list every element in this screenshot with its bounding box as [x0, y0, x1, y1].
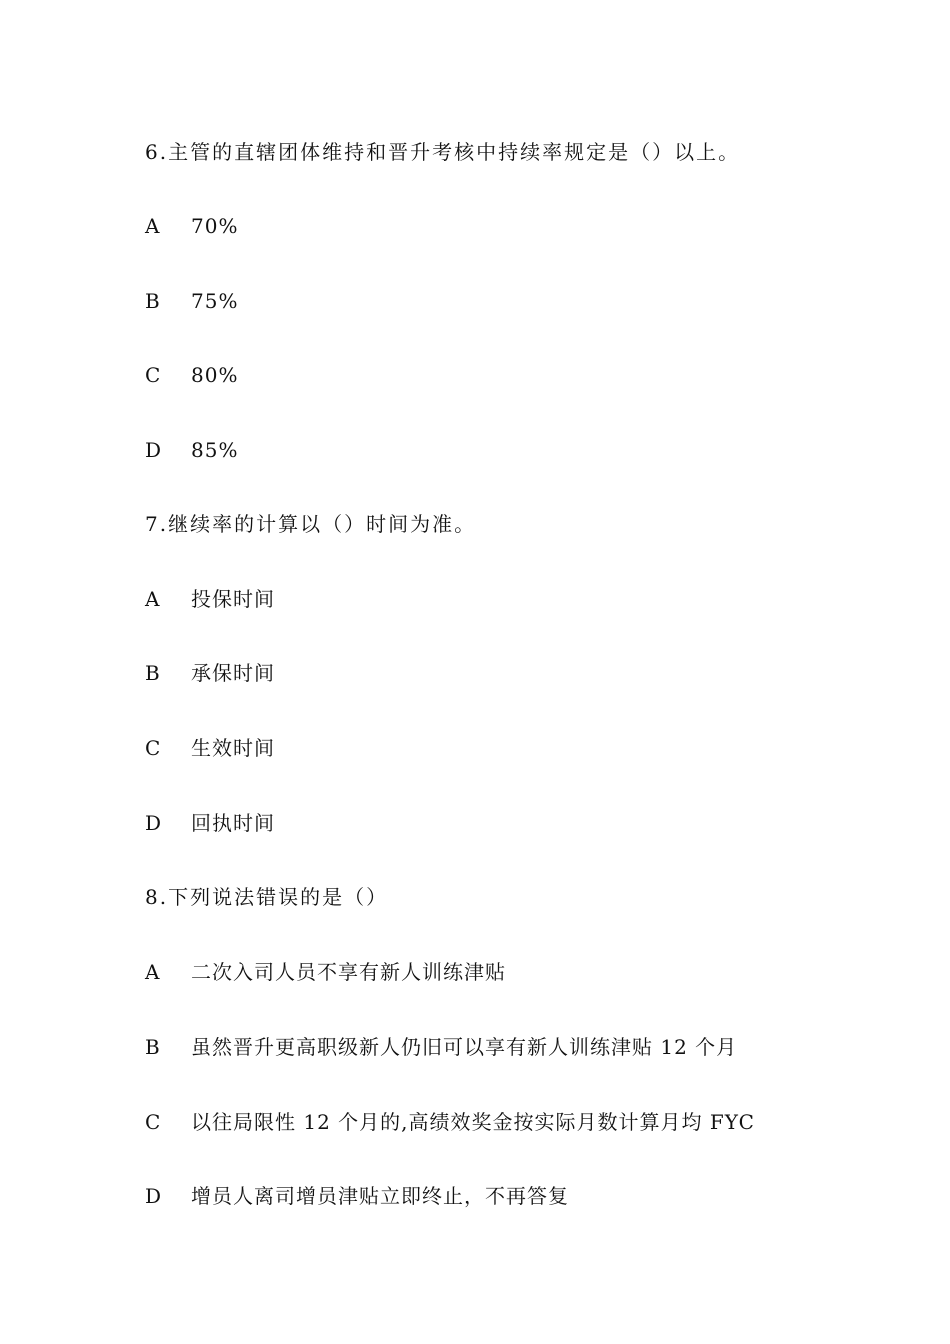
option-text: 生效时间	[191, 736, 275, 760]
option-letter: D	[145, 1184, 163, 1208]
question-8-stem: 8.下列说法错误的是（）	[145, 885, 389, 909]
option-letter: A	[145, 214, 161, 238]
option-text: 回执时间	[191, 811, 275, 835]
question-8-option-d	[145, 1182, 569, 1210]
option-letter: D	[145, 811, 163, 835]
option-text: 增员人离司增员津贴立即终止，不再答复	[191, 1184, 569, 1208]
option-letter: C	[145, 363, 162, 387]
question-6-option-c	[145, 361, 238, 389]
option-text: 70%	[191, 214, 239, 238]
option-letter: C	[145, 1110, 162, 1134]
option-text: 虽然晋升更高职级新人仍旧可以享有新人训练津贴 12 个月	[191, 1035, 738, 1059]
question-6-option-d	[145, 436, 238, 464]
option-letter: B	[145, 1035, 161, 1059]
question-6-option-b	[145, 287, 238, 315]
question-8-option-a	[145, 958, 506, 986]
question-7-option-b	[145, 659, 275, 687]
question-7-option-d	[145, 809, 275, 837]
option-text: 投保时间	[191, 587, 275, 611]
option-text: 75%	[191, 289, 239, 313]
option-letter: A	[145, 960, 161, 984]
option-letter: A	[145, 587, 161, 611]
question-7-option-c	[145, 734, 275, 762]
question-6-stem: 6.主管的直辖团体维持和晋升考核中持续率规定是（）以上。	[145, 140, 741, 164]
option-letter: B	[145, 661, 161, 685]
option-text: 80%	[191, 363, 239, 387]
question-6-option-a	[145, 212, 238, 240]
option-letter: B	[145, 289, 161, 313]
question-8-option-c	[145, 1108, 755, 1136]
question-7-stem: 7.继续率的计算以（）时间为准。	[145, 512, 477, 536]
option-text: 二次入司人员不享有新人训练津贴	[191, 960, 506, 984]
option-letter: D	[145, 438, 163, 462]
question-7-option-a	[145, 585, 275, 613]
option-text: 以往局限性 12 个月的,高绩效奖金按实际月数计算月均 FYC	[191, 1110, 755, 1134]
option-text: 85%	[191, 438, 239, 462]
option-text: 承保时间	[191, 661, 275, 685]
question-8-option-b	[145, 1033, 737, 1061]
option-letter: C	[145, 736, 162, 760]
